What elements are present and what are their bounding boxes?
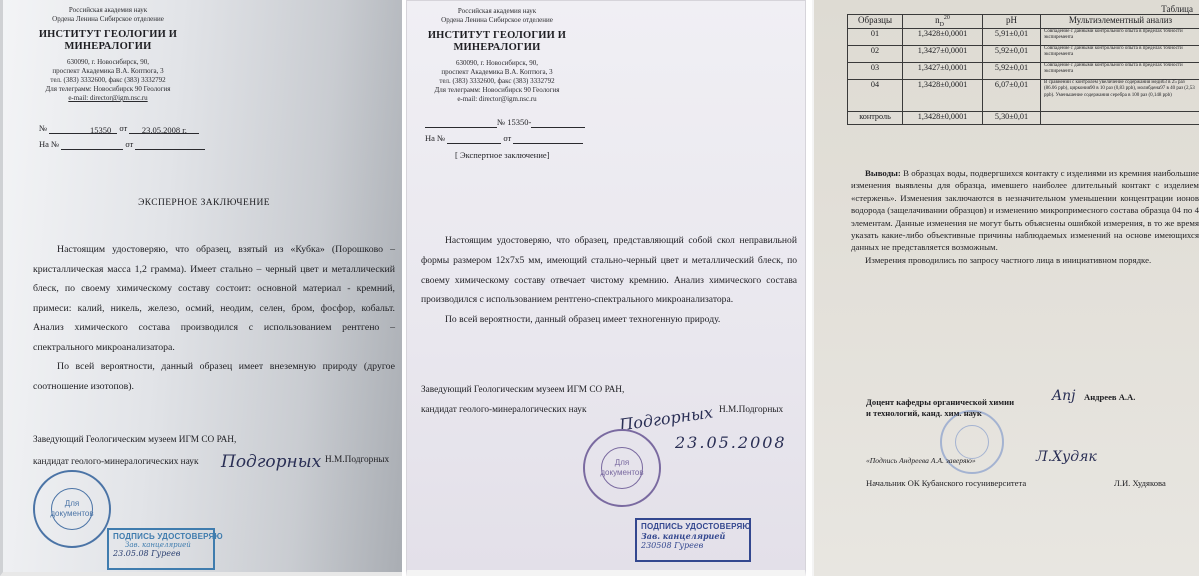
reference-number-line xyxy=(425,116,585,128)
signer-name: Н.М.Подгорных xyxy=(325,455,390,465)
document-2-panel xyxy=(406,0,806,576)
signer-name: Андреев А.А. xyxy=(1084,392,1136,402)
measurement-note: Измерения проводились по запросу частного лица в инициативном порядке. xyxy=(865,254,1152,265)
cell-sample: 01 xyxy=(848,28,903,45)
signature-certification-line: «Подпись Андреева А.А. заверяю» xyxy=(866,456,976,465)
seal-text-1: Для xyxy=(614,458,630,467)
seal-text-2: документов xyxy=(600,468,644,477)
number-label: № xyxy=(39,123,48,133)
address-line1: 630090, г. Новосибирск, 90, xyxy=(67,58,149,66)
header-refractive-index: $n_D^{20}$ xyxy=(903,15,983,29)
table-row xyxy=(848,62,1199,79)
header-multielement-analysis: Мультиэлементный анализ xyxy=(1041,15,1199,29)
signer-position xyxy=(866,397,1014,418)
phone-fax: тел. (383) 3332600, факс (383) 3332792 xyxy=(50,76,166,84)
telegram-address: Для телеграмм: Новосибирск 90 Геология xyxy=(45,85,171,93)
table-header-row xyxy=(848,15,1199,29)
stamp-line-3: 23.05.08 Гуреев xyxy=(113,549,181,558)
document-title: ЭКСПЕРНОЕ ЗАКЛЮЧЕНИЕ xyxy=(138,198,270,208)
document-title: [ Экспертное заключение] xyxy=(455,150,550,160)
signer-position-line2: кандидат геолого-минералогических наук xyxy=(33,457,199,467)
email: e-mail: director@igm.nsc.ru xyxy=(68,94,148,102)
signer-position-line1: Заведующий Геологическим музеем ИГМ СО РАН, xyxy=(421,385,625,395)
handwritten-signature-andreev: Anj xyxy=(1052,388,1076,404)
stamp-title: ПОДПИСЬ УДОСТОВЕРЯЮ xyxy=(641,522,751,531)
handwritten-signature-khudyakova: Л.Худяк xyxy=(1036,449,1097,465)
seal-text-1: Для xyxy=(64,499,80,508)
table-row xyxy=(848,45,1199,62)
certifier-position: Начальник ОК Кубанского госуниверситета xyxy=(866,478,1027,488)
document-3-panel xyxy=(812,0,1199,576)
institute-name-line2: МИНЕРАЛОГИИ xyxy=(453,42,541,53)
analysis-table xyxy=(847,14,1199,125)
body-paragraph-2: По всей вероятности, данный образец имеет внеземную природу (другое соотношение изотопов). xyxy=(33,361,395,392)
table-row xyxy=(848,111,1199,124)
body-paragraph-1: Настоящим удостоверяю, что образец, взятый из «Кубка» (Порошково – кристаллическая масса 1,2 грамма). Имеет стально – черный цвет и металлический блеск, по своему химическому составу состоит: основной материал - кремний, примеси: калий, никель, железо, осмий, неодим, селен, бром, фосфор, кобальт. Анализ химического состава производился с использованием рентгено – спектрального микроанализатора. xyxy=(33,244,395,353)
header-samples: Образцы xyxy=(848,15,903,29)
in-reply-from-label: от xyxy=(125,139,134,149)
handwritten-date: 23.05.2008 xyxy=(675,433,787,452)
signer-position-line1: Заведующий Геологическим музеем ИГМ СО РАН, xyxy=(33,435,237,445)
stamp-title: ПОДПИСЬ УДОСТОВЕРЯЮ xyxy=(113,532,223,541)
letterhead xyxy=(33,6,183,103)
header-ph: pH xyxy=(983,15,1041,29)
cell-ph: 5,92±0,01 xyxy=(983,45,1041,62)
phone-fax: тел. (383) 3332600, факс (383) 3332792 xyxy=(439,77,555,85)
cell-sample: контроль xyxy=(848,111,903,124)
signer-position-line2: и технологий, канд. хим. наук xyxy=(866,407,982,418)
document-body xyxy=(33,240,395,396)
institute-name-line2: МИНЕРАЛОГИИ xyxy=(64,41,152,52)
conclusion-label: Выводы: xyxy=(865,168,901,178)
cell-sample: 04 xyxy=(848,79,903,111)
email: e-mail: director@igm.nsc.ru xyxy=(457,95,537,103)
address-line2: проспект Академика В.А. Коптюга, 3 xyxy=(52,67,164,75)
cell-sample: 03 xyxy=(848,62,903,79)
round-seal-stamp xyxy=(583,429,661,507)
cell-analysis: Совпадение с данными контрольного опыта в пределах точности экспиремента xyxy=(1041,45,1199,62)
cell-refractive-index: 1,3428±0,0001 xyxy=(903,28,983,45)
signer-position-line2: кандидат геолого-минералогических наук xyxy=(421,405,587,415)
reference-number-line xyxy=(39,122,199,134)
signature-certified-stamp xyxy=(107,528,223,570)
signer-position-line1: Доцент кафедры органической химии xyxy=(866,397,1015,407)
in-reply-from-label: от xyxy=(503,133,512,143)
signature-certified-stamp xyxy=(635,518,751,562)
telegram-address: Для телеграмм: Новосибирск 90 Геология xyxy=(434,86,560,94)
reference-number: 15350 xyxy=(49,124,117,134)
in-reply-line xyxy=(39,138,205,150)
signer-name: Н.М.Подгорных xyxy=(719,405,784,415)
cell-sample: 02 xyxy=(848,45,903,62)
address-line1: 630090, г. Новосибирск, 90, xyxy=(456,59,538,67)
cell-refractive-index: 1,3427±0,0001 xyxy=(903,62,983,79)
in-reply-label: На № xyxy=(425,133,446,143)
branch-name: Ордена Ленина Сибирское отделение xyxy=(441,16,553,24)
cell-ph: 6,07±0,01 xyxy=(983,79,1041,111)
round-seal-stamp xyxy=(33,470,111,548)
cell-ph: 5,30±0,01 xyxy=(983,111,1041,124)
cell-analysis xyxy=(1041,111,1199,124)
body-paragraph-2: По всей вероятности, данный образец имеет техногенную природу. xyxy=(445,314,721,326)
table-label: Таблица xyxy=(1161,4,1193,14)
certifier-name: Л.И. Худякова xyxy=(1114,478,1166,488)
document-1-panel xyxy=(0,0,402,576)
body-paragraph-1: Настоящим удостоверяю, что образец, представляющий собой скол неправильной формы размером 12х7х5 мм, имеющий стально-черный цвет и металлический блеск, по своему химическому составу отвечает чистому кремнию. Анализ химического состава производился с использованием рентгено-спектрального микроанализатора. xyxy=(421,235,797,306)
cell-refractive-index: 1,3427±0,0001 xyxy=(903,45,983,62)
institute-name-line1: ИНСТИТУТ ГЕОЛОГИИ И xyxy=(38,29,178,40)
stamp-line-2: Зав. канцелярией xyxy=(641,531,726,541)
handwritten-signature: Подгорных xyxy=(618,402,715,435)
reference-date: 23.05.2008 г. xyxy=(129,124,199,134)
conclusion-text: В образцах воды, подвергшихся контакту с изделиями из кремния наибольшие изменения выявлены для образца, имевшего наиболее длительный контакт с изделием «стержень». Изменения заключаются в незначительном уменьшении концентрации ионов водорода (защелачивании образцов) и изменению микропримесного состава образца 04 по 4 элементам. Данные изменения не могут быть объяснены ошибкой измерения, в то же время указать какие-либо объективные причины наблюдаемых изменений на основе имеющихся данных не представляется возможным. xyxy=(851,168,1199,253)
institute-name-line1: ИНСТИТУТ ГЕОЛОГИИ И xyxy=(427,30,567,41)
from-label: от xyxy=(119,123,128,133)
academy-name: Российская академия наук xyxy=(457,7,537,15)
cell-analysis: Совпадение с данными контрольного опыта в пределах точности экспиремента xyxy=(1041,62,1199,79)
academy-name: Российская академия наук xyxy=(68,6,148,14)
cell-analysis: Совпадение с данными контрольного опыта в пределах точности экспиремента xyxy=(1041,28,1199,45)
table-row xyxy=(848,28,1199,45)
cell-refractive-index: 1,3428±0,0001 xyxy=(903,111,983,124)
cell-ph: 5,92±0,01 xyxy=(983,62,1041,79)
address-line2: проспект Академика В.А. Коптюга, 3 xyxy=(441,68,553,76)
cell-analysis: В сравнении с контролем увеличение содержания меди63 в 25 раз (86.06 ppb), циркония90 в 10 раз (0,83 ppb), молибдена97 в 40 раз (2,53 ppb). Уменьшение содержания серебра в 100 раз (0,148 ppb) xyxy=(1041,79,1199,111)
cell-ph: 5,91±0,01 xyxy=(983,28,1041,45)
handwritten-signature: Подгорных xyxy=(221,452,322,472)
branch-name: Ордена Ленина Сибирское отделение xyxy=(52,15,164,23)
seal-text-2: документов xyxy=(50,509,94,518)
letterhead xyxy=(417,7,577,104)
reference-number: № 15350- xyxy=(497,117,532,127)
table-row xyxy=(848,79,1199,111)
stamp-line-2: Зав. канцелярией xyxy=(125,541,191,549)
cell-refractive-index: 1,3428±0,0001 xyxy=(903,79,983,111)
document-body xyxy=(421,231,797,330)
stamp-line-3: 230508 Гуреев xyxy=(641,541,704,550)
in-reply-line xyxy=(425,132,583,144)
in-reply-label: На № xyxy=(39,139,60,149)
conclusions xyxy=(851,167,1199,266)
